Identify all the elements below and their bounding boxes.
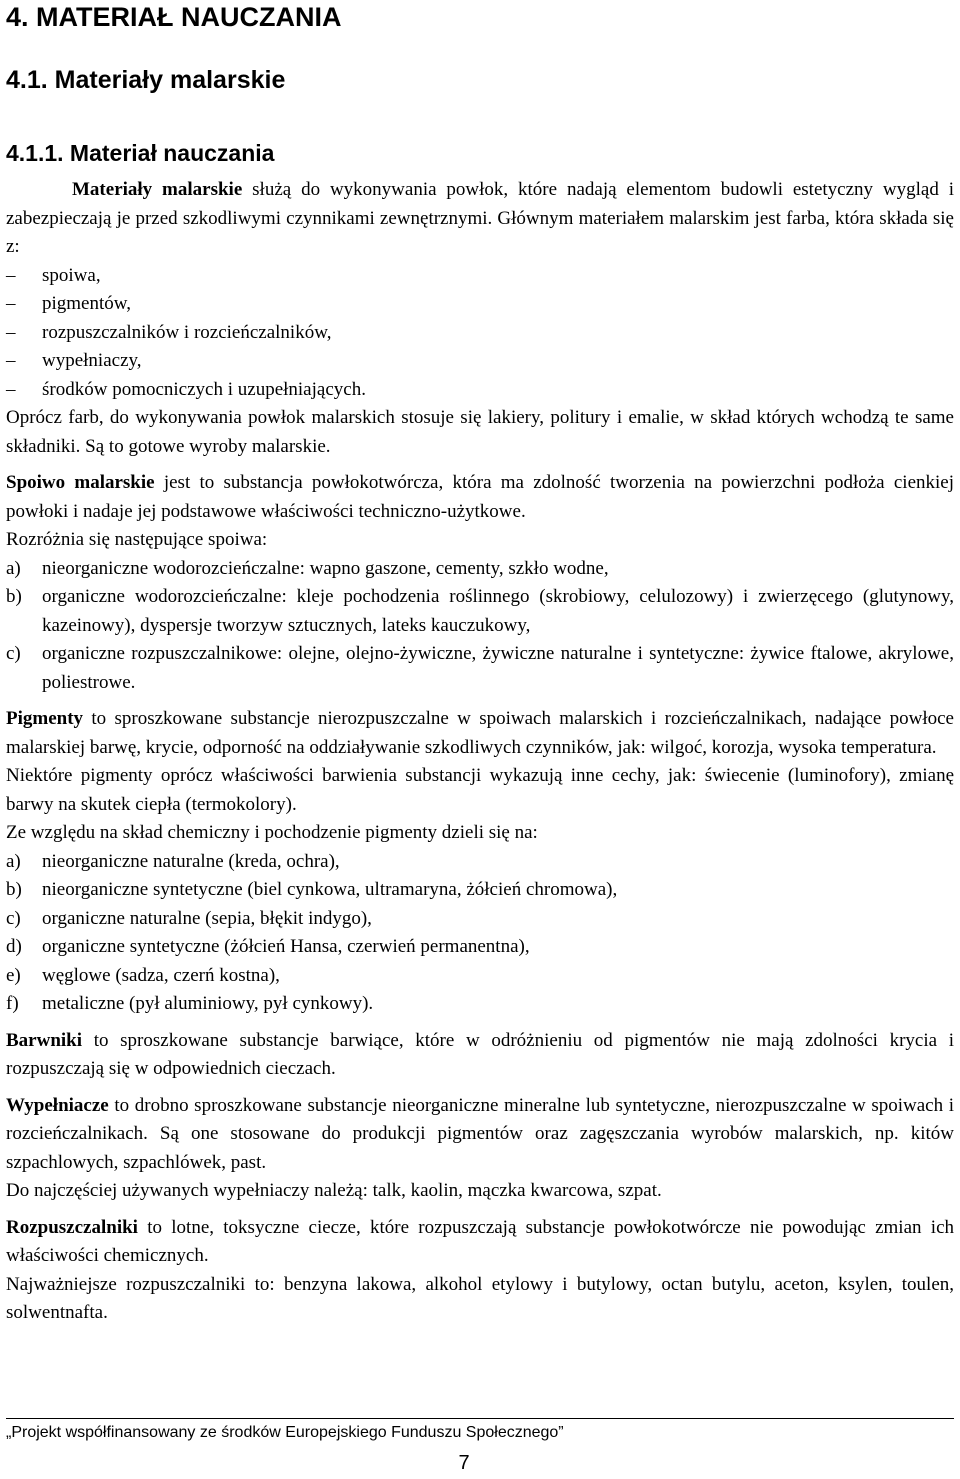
list-letter: a) xyxy=(6,557,21,579)
footer-text: „Projekt współfinansowany ze środków Europejskiego Funduszu Społecznego” xyxy=(6,1424,564,1441)
spoiwo-paragraph: Spoiwo malarskie jest to substancja powłokotwórcza, która ma zdolność tworzenia na powierzchni podłoża cienkiej powłoki i nadaje jej podstawowe właściwości techniczno-użytkowe. xyxy=(6,472,954,522)
list-item: b) nieorganiczne syntetyczne (biel cynkowa, ultramaryna, żółcień chromowa), xyxy=(6,876,954,905)
oprocz-paragraph: Oprócz farb, do wykonywania powłok malarskich stosuje się lakiery, politury i emalie, w skład których wchodzą te same składniki. Są to gotowe wyroby malarskie. xyxy=(6,407,954,457)
list-letter: f) xyxy=(6,993,19,1014)
dash-bullet: – xyxy=(6,350,16,371)
chapter-heading: 4. MATERIAŁ NAUCZANIA xyxy=(6,2,342,32)
list-item: c) organiczne naturalne (sepia, błękit indygo), xyxy=(6,905,954,934)
list-letter: b) xyxy=(6,879,22,900)
spoiwa-intro: Rozróżnia się następujące spoiwa: xyxy=(6,529,268,550)
list-item: a) nieorganiczne wodorozcieńczalne: wapno gaszone, cementy, szkło wodne, xyxy=(6,555,954,584)
pigmenty-intro: Ze względu na skład chemiczny i pochodzenie pigmenty dzieli się na: xyxy=(6,822,538,843)
page-number: 7 xyxy=(458,1452,470,1474)
list-letter: d) xyxy=(6,936,22,957)
subsection-heading: 4.1.1. Materiał nauczania xyxy=(6,140,275,166)
footer-divider xyxy=(6,1418,954,1419)
list-item: – wypełniaczy, xyxy=(6,347,954,376)
dash-bullet: – xyxy=(6,321,16,343)
farba-components-list xyxy=(6,262,954,405)
spoiwo-term: Spoiwo malarskie xyxy=(6,472,155,493)
pigmenty-list xyxy=(6,848,954,1019)
pigmenty-extra-paragraph: Niektóre pigmenty oprócz właściwości barwienia substancji wykazują inne cechy, jak: świecenie (luminofory), zmianę barwy na skutek ciepła (termokolory). xyxy=(6,765,954,815)
intro-term: Materiały malarskie xyxy=(72,179,243,200)
list-item: a) nieorganiczne naturalne (kreda, ochra), xyxy=(6,848,954,877)
rozpuszczalniki-extra-paragraph: Najważniejsze rozpuszczalniki to: benzyna lakowa, alkohol etylowy i butylowy, octan butylu, aceton, ksylen, toulen, solwentnafta. xyxy=(6,1273,954,1323)
barwniki-term: Barwniki xyxy=(6,1029,83,1051)
list-letter: a) xyxy=(6,850,21,872)
dash-bullet: – xyxy=(6,378,16,400)
rozpuszczalniki-paragraph: Rozpuszczalniki to lotne, toksyczne ciecze, które rozpuszczają substancje powłokotwórcze nie powodując zmian ich właściwości chemicznych. xyxy=(6,1216,954,1266)
list-item: – pigmentów, xyxy=(6,290,954,319)
wypelniacze-term: Wypełniacze xyxy=(6,1094,109,1116)
list-item: – środków pomocniczych i uzupełniających. xyxy=(6,376,954,405)
list-letter: c) xyxy=(6,643,21,664)
dash-bullet: – xyxy=(6,293,16,314)
list-item: – rozpuszczalników i rozcieńczalników, xyxy=(6,319,954,348)
list-item: – spoiwa, xyxy=(6,262,954,291)
document-body xyxy=(6,176,954,1328)
list-item: c) organiczne rozpuszczalnikowe: olejne, olejno-żywiczne, żywiczne naturalne i syntetyczne: żywice ftalowe, akrylowe, poliestrowe. xyxy=(6,640,954,697)
rozpuszczalniki-term: Rozpuszczalniki xyxy=(6,1216,138,1238)
list-item: d) organiczne syntetyczne (żółcień Hansa, czerwień permanentna), xyxy=(6,933,954,962)
list-item: f) metaliczne (pył aluminiowy, pył cynkowy). xyxy=(6,990,954,1019)
list-item: b) organiczne wodorozcieńczalne: kleje pochodzenia roślinnego (skrobiowy, celulozowy) i zwierzęcego (glutynowy, kazeinowy), dyspersje tworzyw sztucznych, lateks kauczukowy, xyxy=(6,583,954,640)
barwniki-paragraph: Barwniki to sproszkowane substancje barwiące, które w odróżnieniu od pigmentów nie mają zdolności krycia i rozpuszczają się w odpowiednich cieczach. xyxy=(6,1029,954,1079)
spoiwa-list xyxy=(6,555,954,698)
pigmenty-paragraph: Pigmenty to sproszkowane substancje nierozpuszczalne w spoiwach malarskich i rozcieńczalnikach, nadające powłoce malarskiej barwę, krycie, odporność na oddziaływanie szkodliwych czynników, jak: wilgoć, korozja, wysoka temperatura. xyxy=(6,708,954,758)
list-item: e) węglowe (sadza, czerń kostna), xyxy=(6,962,954,991)
wypelniacze-extra-paragraph: Do najczęściej używanych wypełniaczy należą: talk, kaolin, mączka kwarcowa, szpat. xyxy=(6,1180,662,1201)
list-letter: b) xyxy=(6,586,22,607)
dash-bullet: – xyxy=(6,264,16,286)
intro-paragraph xyxy=(6,176,954,262)
intro-text: służą do wykonywania powłok, które nadają elementom budowli estetyczny wygląd i zabezpieczają je przed szkodliwymi czynnikami zewnętrznymi. Głównym materiałem malarskim jest farba, która składa się z: xyxy=(6,179,954,257)
section-heading: 4.1. Materiały malarskie xyxy=(6,66,286,94)
list-letter: e) xyxy=(6,964,21,986)
list-letter: c) xyxy=(6,907,21,929)
wypelniacze-paragraph: Wypełniacze to drobno sproszkowane substancje nieorganiczne mineralne lub syntetyczne, nierozpuszczalne w spoiwach i rozcieńczalnikach. Są one stosowane do produkcji pigmentów oraz zagęszczania wyrobów malarskich, np. kitów szpachlowych, szpachlówek, past. xyxy=(6,1094,954,1173)
pigmenty-term: Pigmenty xyxy=(6,708,84,729)
